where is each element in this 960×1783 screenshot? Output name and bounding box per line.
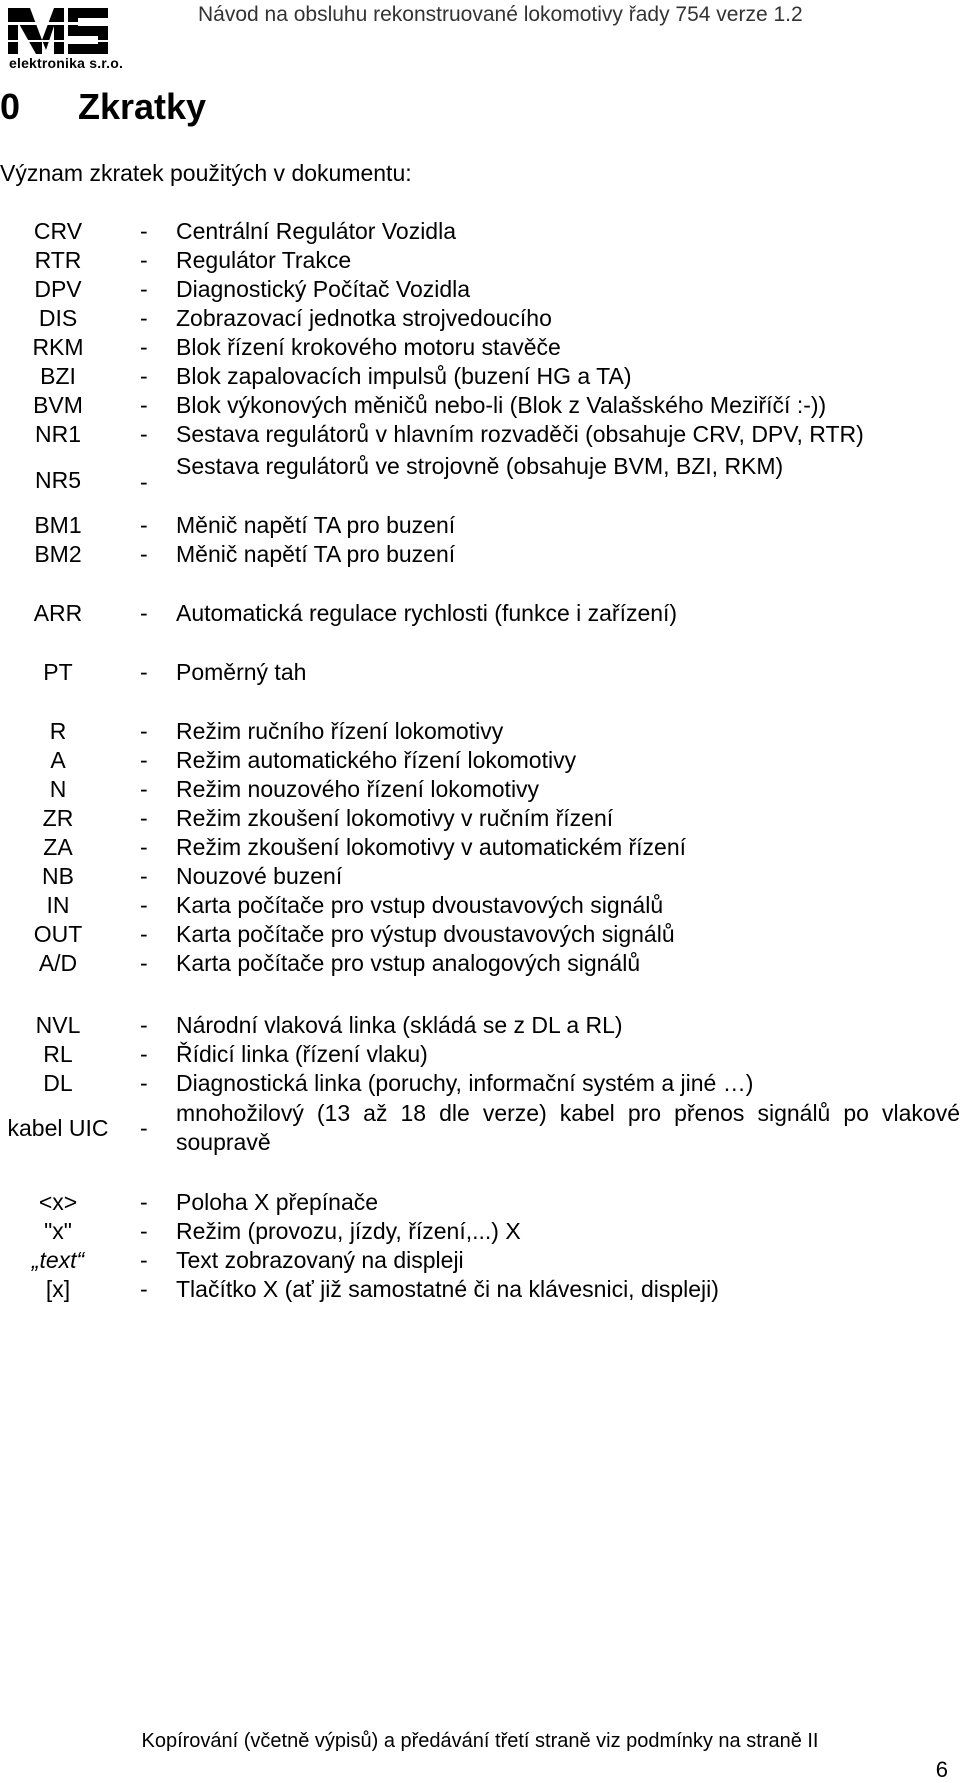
separator-dash: -: [140, 512, 148, 538]
abbreviation-meaning: Sestava regulátorů ve strojovně (obsahuje BVM, BZI, RKM): [176, 453, 784, 479]
separator-dash: -: [140, 247, 148, 273]
abbreviation: N: [49, 776, 67, 802]
abbreviation: OUT: [33, 921, 83, 947]
abbreviation: IN: [46, 892, 70, 918]
separator-dash: -: [140, 421, 148, 447]
abbreviation-meaning: Nouzové buzení: [176, 863, 343, 889]
abbreviation: NR5: [34, 467, 81, 493]
separator-dash: -: [140, 1218, 148, 1244]
abbreviation-meaning: Diagnostická linka (poruchy, informační systém a jiné …): [176, 1070, 754, 1096]
section-number: 0: [0, 86, 21, 127]
abbreviation: BZI: [40, 363, 76, 389]
abbreviation: NVL: [35, 1012, 81, 1038]
logo-mark-icon: [6, 2, 114, 58]
separator-dash: -: [140, 921, 148, 947]
page-header: [0, 0, 960, 80]
abbreviation: <x>: [38, 1189, 78, 1215]
abbreviation-meaning: Režim automatického řízení lokomotivy: [176, 747, 577, 773]
abbreviation: PT: [43, 659, 73, 685]
separator-dash: -: [140, 718, 148, 744]
page-number: 6: [935, 1757, 948, 1782]
separator-dash: -: [140, 1115, 148, 1141]
separator-dash: -: [140, 305, 148, 331]
section-title: Zkratky: [78, 86, 207, 127]
footer-copyright-note: Kopírování (včetně výpisů) a předávání třetí straně viz podmínky na straně II: [141, 1730, 819, 1752]
abbreviation: RTR: [34, 247, 82, 273]
abbreviation-meaning: Blok zapalovacích impulsů (buzení HG a TA): [176, 363, 632, 389]
abbreviation-meaning: Zobrazovací jednotka strojvedoucího: [176, 305, 552, 331]
separator-dash: -: [140, 659, 148, 685]
abbreviation-meaning: Regulátor Trakce: [176, 247, 352, 273]
abbreviation: R: [49, 718, 67, 744]
separator-dash: -: [140, 834, 148, 860]
section-heading: [0, 86, 206, 128]
separator-dash: -: [140, 218, 148, 244]
abbreviation: „text“: [31, 1247, 85, 1273]
abbreviation-meaning: Národní vlaková linka (skládá se z DL a RL): [176, 1012, 623, 1038]
separator-dash: -: [140, 363, 148, 389]
abbreviation: "x": [44, 1218, 72, 1244]
abbreviation: ARR: [33, 600, 83, 626]
separator-dash: -: [140, 469, 148, 495]
abbreviation-meaning: Blok výkonových měničů nebo-li (Blok z Valašského Meziříčí :-)): [176, 392, 827, 418]
abbreviation-meaning: Režim nouzového řízení lokomotivy: [176, 776, 540, 802]
abbreviation: DIS: [38, 305, 78, 331]
abbreviation-meaning: Měnič napětí TA pro buzení: [176, 541, 456, 567]
separator-dash: -: [140, 1012, 148, 1038]
abbreviation-meaning: Poměrný tah: [176, 659, 307, 685]
abbreviation-meaning: Měnič napětí TA pro buzení: [176, 512, 456, 538]
abbreviation-meaning: Sestava regulátorů v hlavním rozvaděči (obsahuje CRV, DPV, RTR): [176, 421, 864, 447]
separator-dash: -: [140, 892, 148, 918]
abbreviation: NR1: [34, 421, 81, 447]
abbreviation: RKM: [32, 334, 84, 360]
intro-text: Význam zkratek použitých v dokumentu:: [0, 160, 412, 186]
abbreviation: BM2: [34, 541, 82, 567]
logo-caption: elektronika s.r.o.: [9, 55, 124, 71]
abbreviation: ZR: [42, 805, 74, 831]
abbreviation-meaning: Automatická regulace rychlosti (funkce i zařízení): [176, 600, 678, 626]
separator-dash: -: [140, 1070, 148, 1096]
separator-dash: -: [140, 392, 148, 418]
abbreviation: DPV: [34, 276, 82, 302]
abbreviation-meaning: Režim (provozu, jízdy, řízení,...) X: [176, 1218, 521, 1244]
abbreviation-meaning: Karta počítače pro vstup analogových signálů: [176, 950, 641, 976]
abbreviation-meaning: mnohožilový (13 až 18 dle verze) kabel pro přenos signálů po vlakové soupravě: [176, 1100, 960, 1155]
separator-dash: -: [140, 1247, 148, 1273]
abbreviation: kabel UIC: [7, 1115, 109, 1141]
separator-dash: -: [140, 863, 148, 889]
abbreviation: A/D: [38, 950, 78, 976]
abbreviation-meaning: Řídicí linka (řízení vlaku): [176, 1041, 428, 1067]
abbreviation: A: [50, 747, 66, 773]
abbreviation-meaning: Poloha X přepínače: [176, 1189, 379, 1215]
separator-dash: -: [140, 541, 148, 567]
separator-dash: -: [140, 1276, 148, 1302]
abbreviation-meaning: Karta počítače pro vstup dvoustavových signálů: [176, 892, 664, 918]
abbreviation-meaning: Diagnostický Počítač Vozidla: [176, 276, 471, 302]
abbreviation-meaning: Tlačítko X (ať již samostatné či na klávesnici, displeji): [176, 1276, 719, 1302]
abbreviation-meaning: Karta počítače pro výstup dvoustavových signálů: [176, 921, 675, 947]
abbreviation-meaning: Režim ručního řízení lokomotivy: [176, 718, 504, 744]
abbreviation-meaning: Režim zkoušení lokomotivy v ručním řízení: [176, 805, 614, 831]
abbreviation: CRV: [33, 218, 83, 244]
abbreviation: NB: [42, 863, 74, 889]
abbreviation: ZA: [43, 834, 73, 860]
separator-dash: -: [140, 747, 148, 773]
abbreviation-meaning: Režim zkoušení lokomotivy v automatickém řízení: [176, 834, 687, 860]
abbreviation-meaning: Text zobrazovaný na displeji: [176, 1247, 464, 1273]
abbreviation: RL: [43, 1041, 73, 1067]
separator-dash: -: [140, 1041, 148, 1067]
abbreviation: BVM: [33, 392, 83, 418]
separator-dash: -: [140, 950, 148, 976]
abbreviation: BM1: [34, 512, 82, 538]
abbreviation: [x]: [45, 1276, 71, 1302]
separator-dash: -: [140, 805, 148, 831]
abbreviation-meaning: Blok řízení krokového motoru stavěče: [176, 334, 561, 360]
document-title: Návod na obsluhu rekonstruované lokomotivy řady 754 verze 1.2: [198, 3, 803, 26]
abbreviation: DL: [43, 1070, 73, 1096]
separator-dash: -: [140, 334, 148, 360]
separator-dash: -: [140, 276, 148, 302]
separator-dash: -: [140, 1189, 148, 1215]
abbreviation-meaning: Centrální Regulátor Vozidla: [176, 218, 456, 244]
separator-dash: -: [140, 776, 148, 802]
separator-dash: -: [140, 600, 148, 626]
